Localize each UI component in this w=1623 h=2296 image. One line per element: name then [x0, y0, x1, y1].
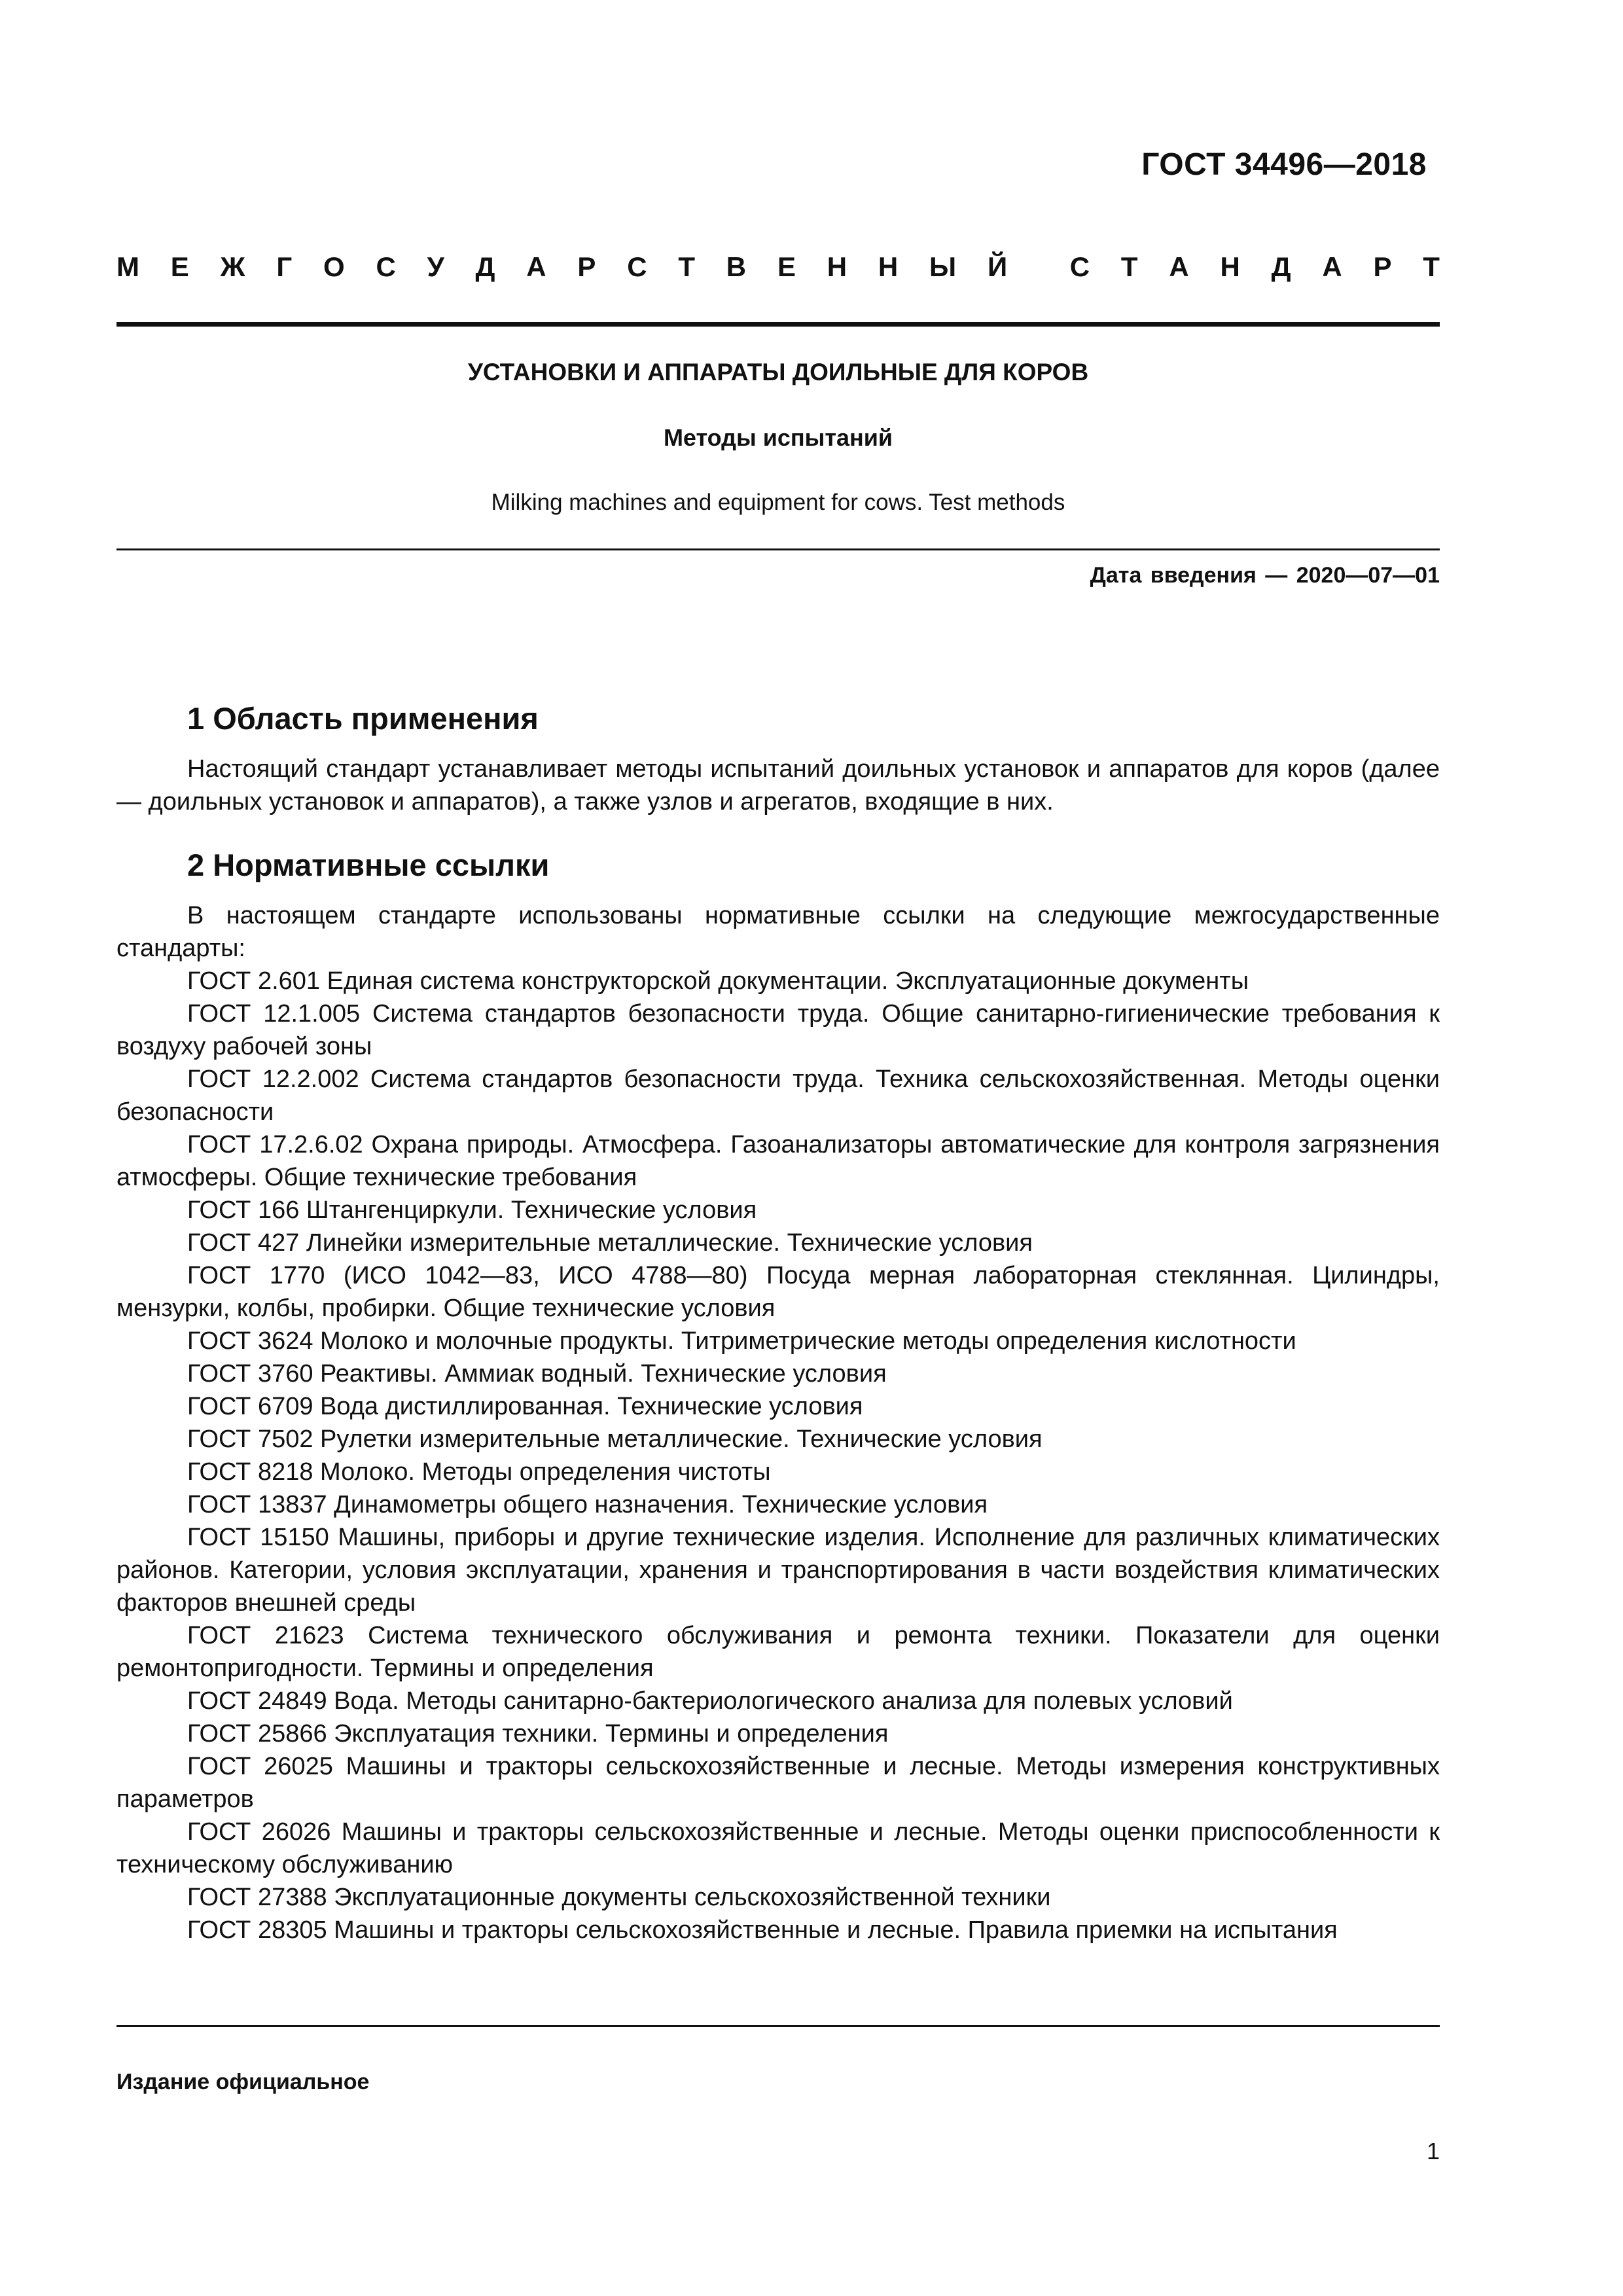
reference-item: ГОСТ 6709 Вода дистиллированная. Технические условия: [187, 1393, 863, 1420]
heading-letter: Е: [170, 251, 189, 282]
reference-item: ГОСТ 12.1.005 Система стандартов безопасности труда. Общие санитарно-гигиенические требования к воздуху рабочей зоны: [116, 1000, 1440, 1060]
standard-subtitle: Методы испытаний: [663, 424, 893, 451]
heading-letter: Р: [1373, 251, 1392, 282]
heading-letter: А: [1322, 251, 1342, 282]
reference-item: ГОСТ 15150 Машины, приборы и другие технические изделия. Исполнение для различных климатических районов. Категории, условия эксплуатации, хранения и транспортирования в части воздействия климатических факторов внешней среды: [116, 1524, 1440, 1617]
footer-divider: [116, 2025, 1440, 2027]
heading-letter: С: [376, 251, 396, 282]
heading-letter: М: [116, 251, 139, 282]
heading-letter: С: [627, 251, 647, 282]
header-divider: [116, 322, 1440, 327]
heading-letter: Д: [1271, 251, 1291, 282]
section-heading-scope: 1 Область применения: [187, 701, 539, 736]
heading-letter: Н: [878, 251, 899, 282]
heading-letter: Д: [475, 251, 495, 282]
heading-letter: С: [1069, 251, 1090, 282]
heading-letter: О: [323, 251, 345, 282]
heading-letter: А: [1169, 251, 1189, 282]
title-divider: [116, 548, 1440, 550]
page-number: 1: [1426, 2138, 1440, 2164]
reference-item: ГОСТ 166 Штангенциркули. Технические условия: [187, 1196, 757, 1224]
heading-letter: Н: [1220, 251, 1240, 282]
standard-title: УСТАНОВКИ И АППАРАТЫ ДОИЛЬНЫЕ ДЛЯ КОРОВ: [467, 359, 1089, 386]
heading-letter: А: [526, 251, 546, 282]
reference-item: ГОСТ 12.2.002 Система стандартов безопасности труда. Техника сельскохозяйственная. Методы оценки безопасности: [116, 1066, 1440, 1126]
interstate-standard-heading: [116, 251, 1440, 283]
heading-letter: У: [427, 251, 444, 282]
reference-item: ГОСТ 1770 (ИСО 1042—83, ИСО 4788—80) Посуда мерная лабораторная стеклянная. Цилиндры, мензурки, колбы, пробирки. Общие технические условия: [116, 1262, 1440, 1322]
reference-item: ГОСТ 26026 Машины и тракторы сельскохозяйственные и лесные. Методы оценки приспособленности к техническому обслуживанию: [116, 1818, 1440, 1878]
reference-item: ГОСТ 427 Линейки измерительные металлические. Технические условия: [187, 1229, 1033, 1257]
reference-item: ГОСТ 8218 Молоко. Методы определения чистоты: [187, 1458, 771, 1486]
reference-item: ГОСТ 27388 Эксплуатационные документы сельскохозяйственной техники: [187, 1884, 1051, 1911]
references-intro: В настоящем стандарте использованы нормативные ссылки на следующие межгосударственные стандарты:: [116, 902, 1440, 962]
reference-item: ГОСТ 25866 Эксплуатация техники. Термины и определения: [187, 1720, 889, 1748]
reference-item: ГОСТ 26025 Машины и тракторы сельскохозяйственные и лесные. Методы измерения конструктивных параметров: [116, 1753, 1440, 1813]
heading-letter: Р: [577, 251, 596, 282]
scope-paragraph: Настоящий стандарт устанавливает методы испытаний доильных установок и аппаратов для коров (далее — доильных установок и аппаратов), а также узлов и агрегатов, входящие в них.: [116, 755, 1440, 816]
heading-letter: Е: [777, 251, 796, 282]
heading-letter: Н: [827, 251, 847, 282]
gost-number: ГОСТ 34496—2018: [1141, 147, 1427, 182]
reference-item: ГОСТ 24849 Вода. Методы санитарно-бактериологического анализа для полевых условий: [187, 1687, 1233, 1715]
heading-letter: Г: [276, 251, 293, 282]
official-edition-label: Издание официальное: [116, 2070, 370, 2094]
heading-letter: Ы: [929, 251, 957, 282]
reference-item: ГОСТ 28305 Машины и тракторы сельскохозяйственные и лесные. Правила приемки на испытания: [187, 1916, 1338, 1944]
document-body: [116, 699, 1440, 1946]
reference-item: ГОСТ 3760 Реактивы. Аммиак водный. Технические условия: [187, 1360, 887, 1388]
heading-letter: Т: [678, 251, 695, 282]
heading-letter: Т: [1423, 251, 1440, 282]
heading-letter: В: [726, 251, 747, 282]
heading-letter: Й: [987, 251, 1008, 282]
heading-letter: Т: [1120, 251, 1138, 282]
reference-item: ГОСТ 7502 Рулетки измерительные металлические. Технические условия: [187, 1426, 1043, 1453]
heading-letter: Ж: [220, 251, 245, 282]
section-heading-references: 2 Нормативные ссылки: [187, 848, 550, 882]
reference-item: ГОСТ 13837 Динамометры общего назначения. Технические условия: [187, 1491, 988, 1518]
reference-item: ГОСТ 2.601 Единая система конструкторской документации. Эксплуатационные документы: [187, 967, 1249, 995]
reference-item: ГОСТ 17.2.6.02 Охрана природы. Атмосфера. Газоанализаторы автоматические для контроля загрязнения атмосферы. Общие технические требования: [116, 1131, 1440, 1191]
reference-item: ГОСТ 3624 Молоко и молочные продукты. Титриметрические методы определения кислотности: [187, 1327, 1296, 1355]
english-title: Milking machines and equipment for cows. Test methods: [491, 490, 1065, 515]
reference-item: ГОСТ 21623 Система технического обслуживания и ремонта техники. Показатели для оценки ремонтопригодности. Термины и определения: [116, 1622, 1440, 1682]
introduction-date: Дата введения — 2020—07—01: [1090, 563, 1440, 588]
